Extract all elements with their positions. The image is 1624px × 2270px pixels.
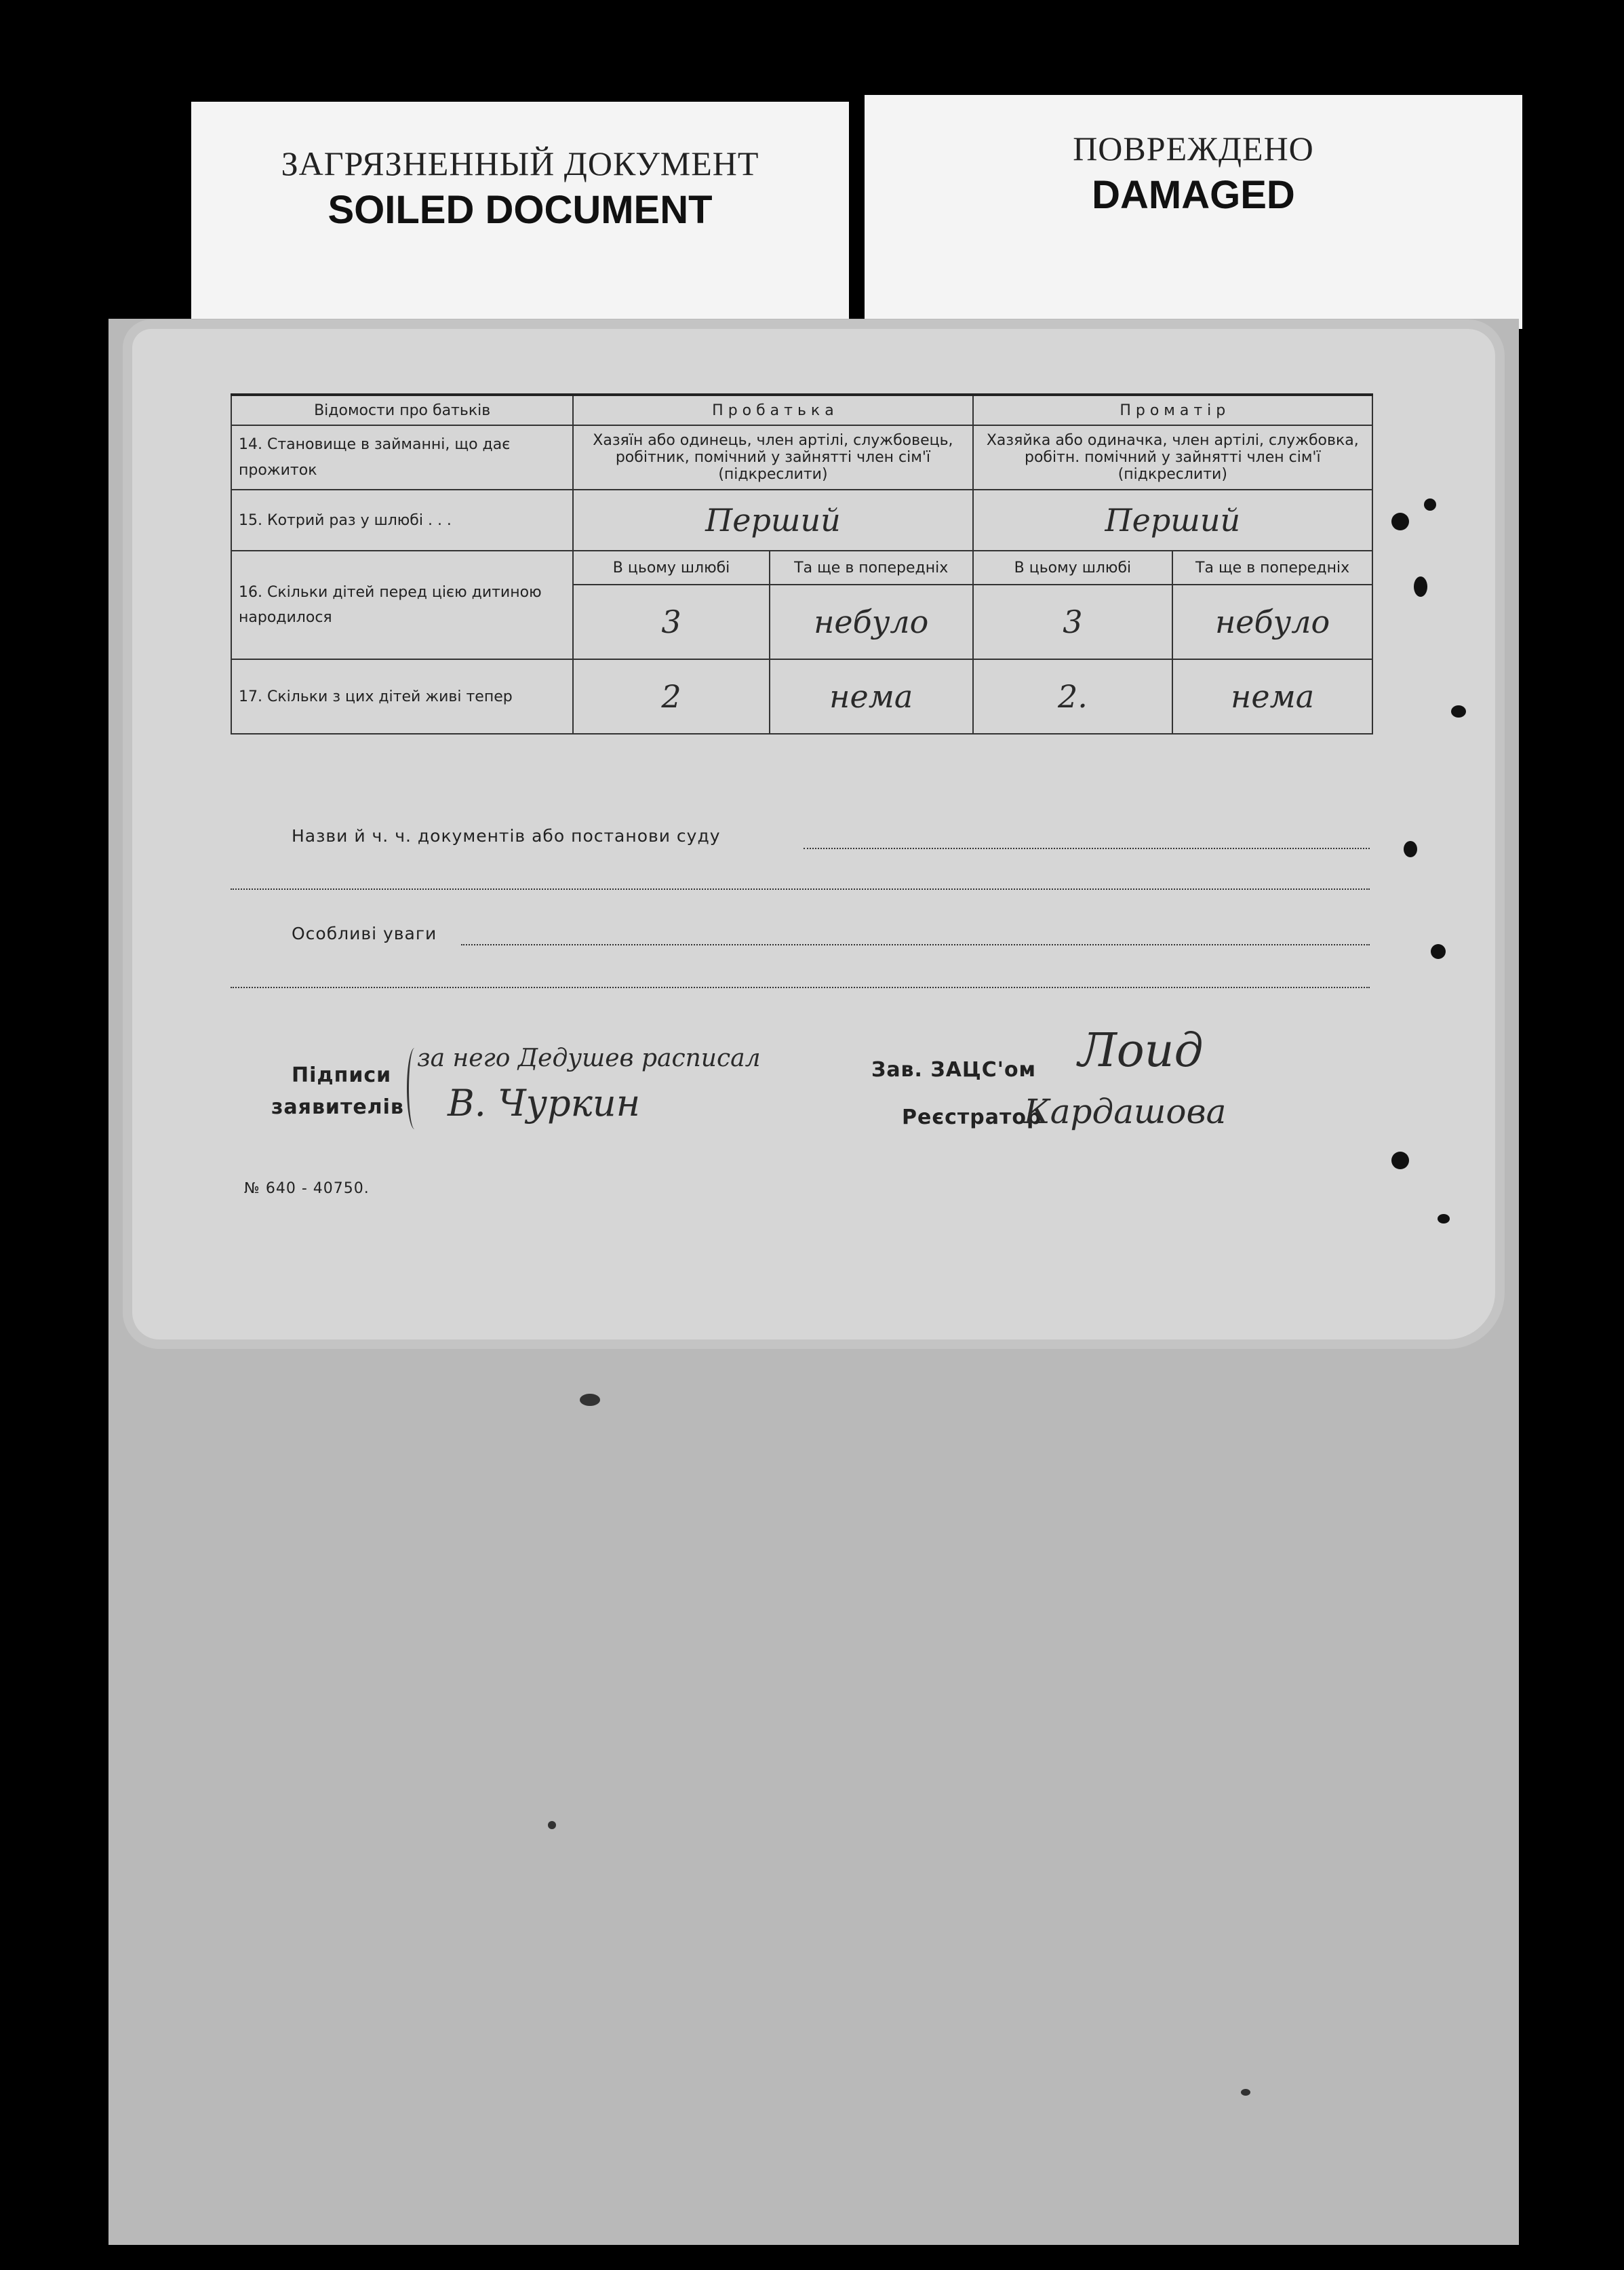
print-number: № 640 - 40750.	[244, 1180, 370, 1197]
row17-label: 17. Скільки з цих дітей живі тепер	[231, 659, 573, 734]
row15-label: 15. Котрий раз у шлюбі . . .	[231, 490, 573, 551]
damaged-ru-label: ПОВРЕЖДЕНО	[1073, 130, 1314, 168]
speck	[580, 1394, 600, 1406]
soiled-en-label: SOILED DOCUMENT	[328, 188, 713, 232]
soiled-document-stamp	[191, 102, 849, 326]
applicants-label-1: Підписи	[292, 1063, 392, 1087]
header-mother: П р о м а т і р	[973, 395, 1372, 425]
punch-hole	[1391, 513, 1409, 530]
row15-father: Перший	[573, 490, 972, 551]
subheader-mother-this: В цьому шлюбі	[973, 551, 1173, 585]
speck	[1241, 2089, 1250, 2096]
row15-mother: Перший	[973, 490, 1372, 551]
row16-label: 16. Скільки дітей перед цією дитиною народилося	[231, 551, 573, 659]
remarks-line-2	[231, 987, 1370, 988]
row16-father-this: 3	[573, 585, 770, 659]
row14-father: Хазяїн або одинець, член артілі, службовець, робітник, помічний у зайнятті член сім'ї (підкреслити)	[573, 425, 972, 490]
row14-mother: Хазяйка або одиначка, член артілі, службовка, робітн. помічний у зайнятті член сім'ї (підкреслити)	[973, 425, 1372, 490]
subheader-mother-prev: Та ще в попередніх	[1172, 551, 1372, 585]
soiled-ru-label: ЗАГРЯЗНЕННЫЙ ДОКУМЕНТ	[281, 144, 759, 182]
row16-mother-prev: небуло	[1172, 585, 1372, 659]
punch-hole	[1431, 944, 1446, 959]
row16-father-prev: небуло	[770, 585, 973, 659]
row16-mother-this: 3	[973, 585, 1173, 659]
punch-hole	[1414, 576, 1427, 597]
applicant-signature-1: за него Дедушев расписал	[417, 1044, 761, 1072]
punch-hole	[1438, 1214, 1450, 1224]
row17-mother-prev: нема	[1172, 659, 1372, 734]
row14-label: 14. Становище в займанні, що дає прожиток	[231, 425, 573, 490]
damaged-en-label: DAMAGED	[1092, 173, 1295, 217]
punch-hole	[1424, 498, 1436, 511]
header-parents-info: Відомости про батьків	[231, 395, 573, 425]
documents-line-2	[231, 888, 1370, 890]
row17-father-prev: нема	[770, 659, 973, 734]
registrar-signature: Кардашова	[1024, 1092, 1227, 1131]
row17-mother-this: 2.	[973, 659, 1173, 734]
applicant-signature-2: В. Чуркин	[448, 1082, 641, 1124]
documents-line-1	[804, 848, 1370, 849]
punch-hole	[1451, 705, 1466, 718]
head-signature: Лоид	[1078, 1024, 1204, 1078]
damaged-stamp	[865, 95, 1522, 329]
punch-hole	[1404, 841, 1417, 857]
parents-info-table	[231, 393, 1373, 735]
punch-hole	[1391, 1152, 1409, 1169]
header-father: П р о б а т ь к а	[573, 395, 972, 425]
row17-father-this: 2	[573, 659, 770, 734]
head-label: Зав. ЗАЦС'ом	[871, 1058, 1037, 1082]
applicants-label-2: заявителів	[271, 1095, 404, 1119]
registrar-label: Реєстратор	[902, 1105, 1042, 1129]
subheader-father-prev: Та ще в попередніх	[770, 551, 973, 585]
subheader-father-this: В цьому шлюбі	[573, 551, 770, 585]
documents-label: Назви й ч. ч. документів або постанови суду	[292, 826, 721, 846]
remarks-line-1	[461, 944, 1370, 945]
speck	[548, 1821, 556, 1829]
remarks-label: Особливі уваги	[292, 924, 437, 943]
